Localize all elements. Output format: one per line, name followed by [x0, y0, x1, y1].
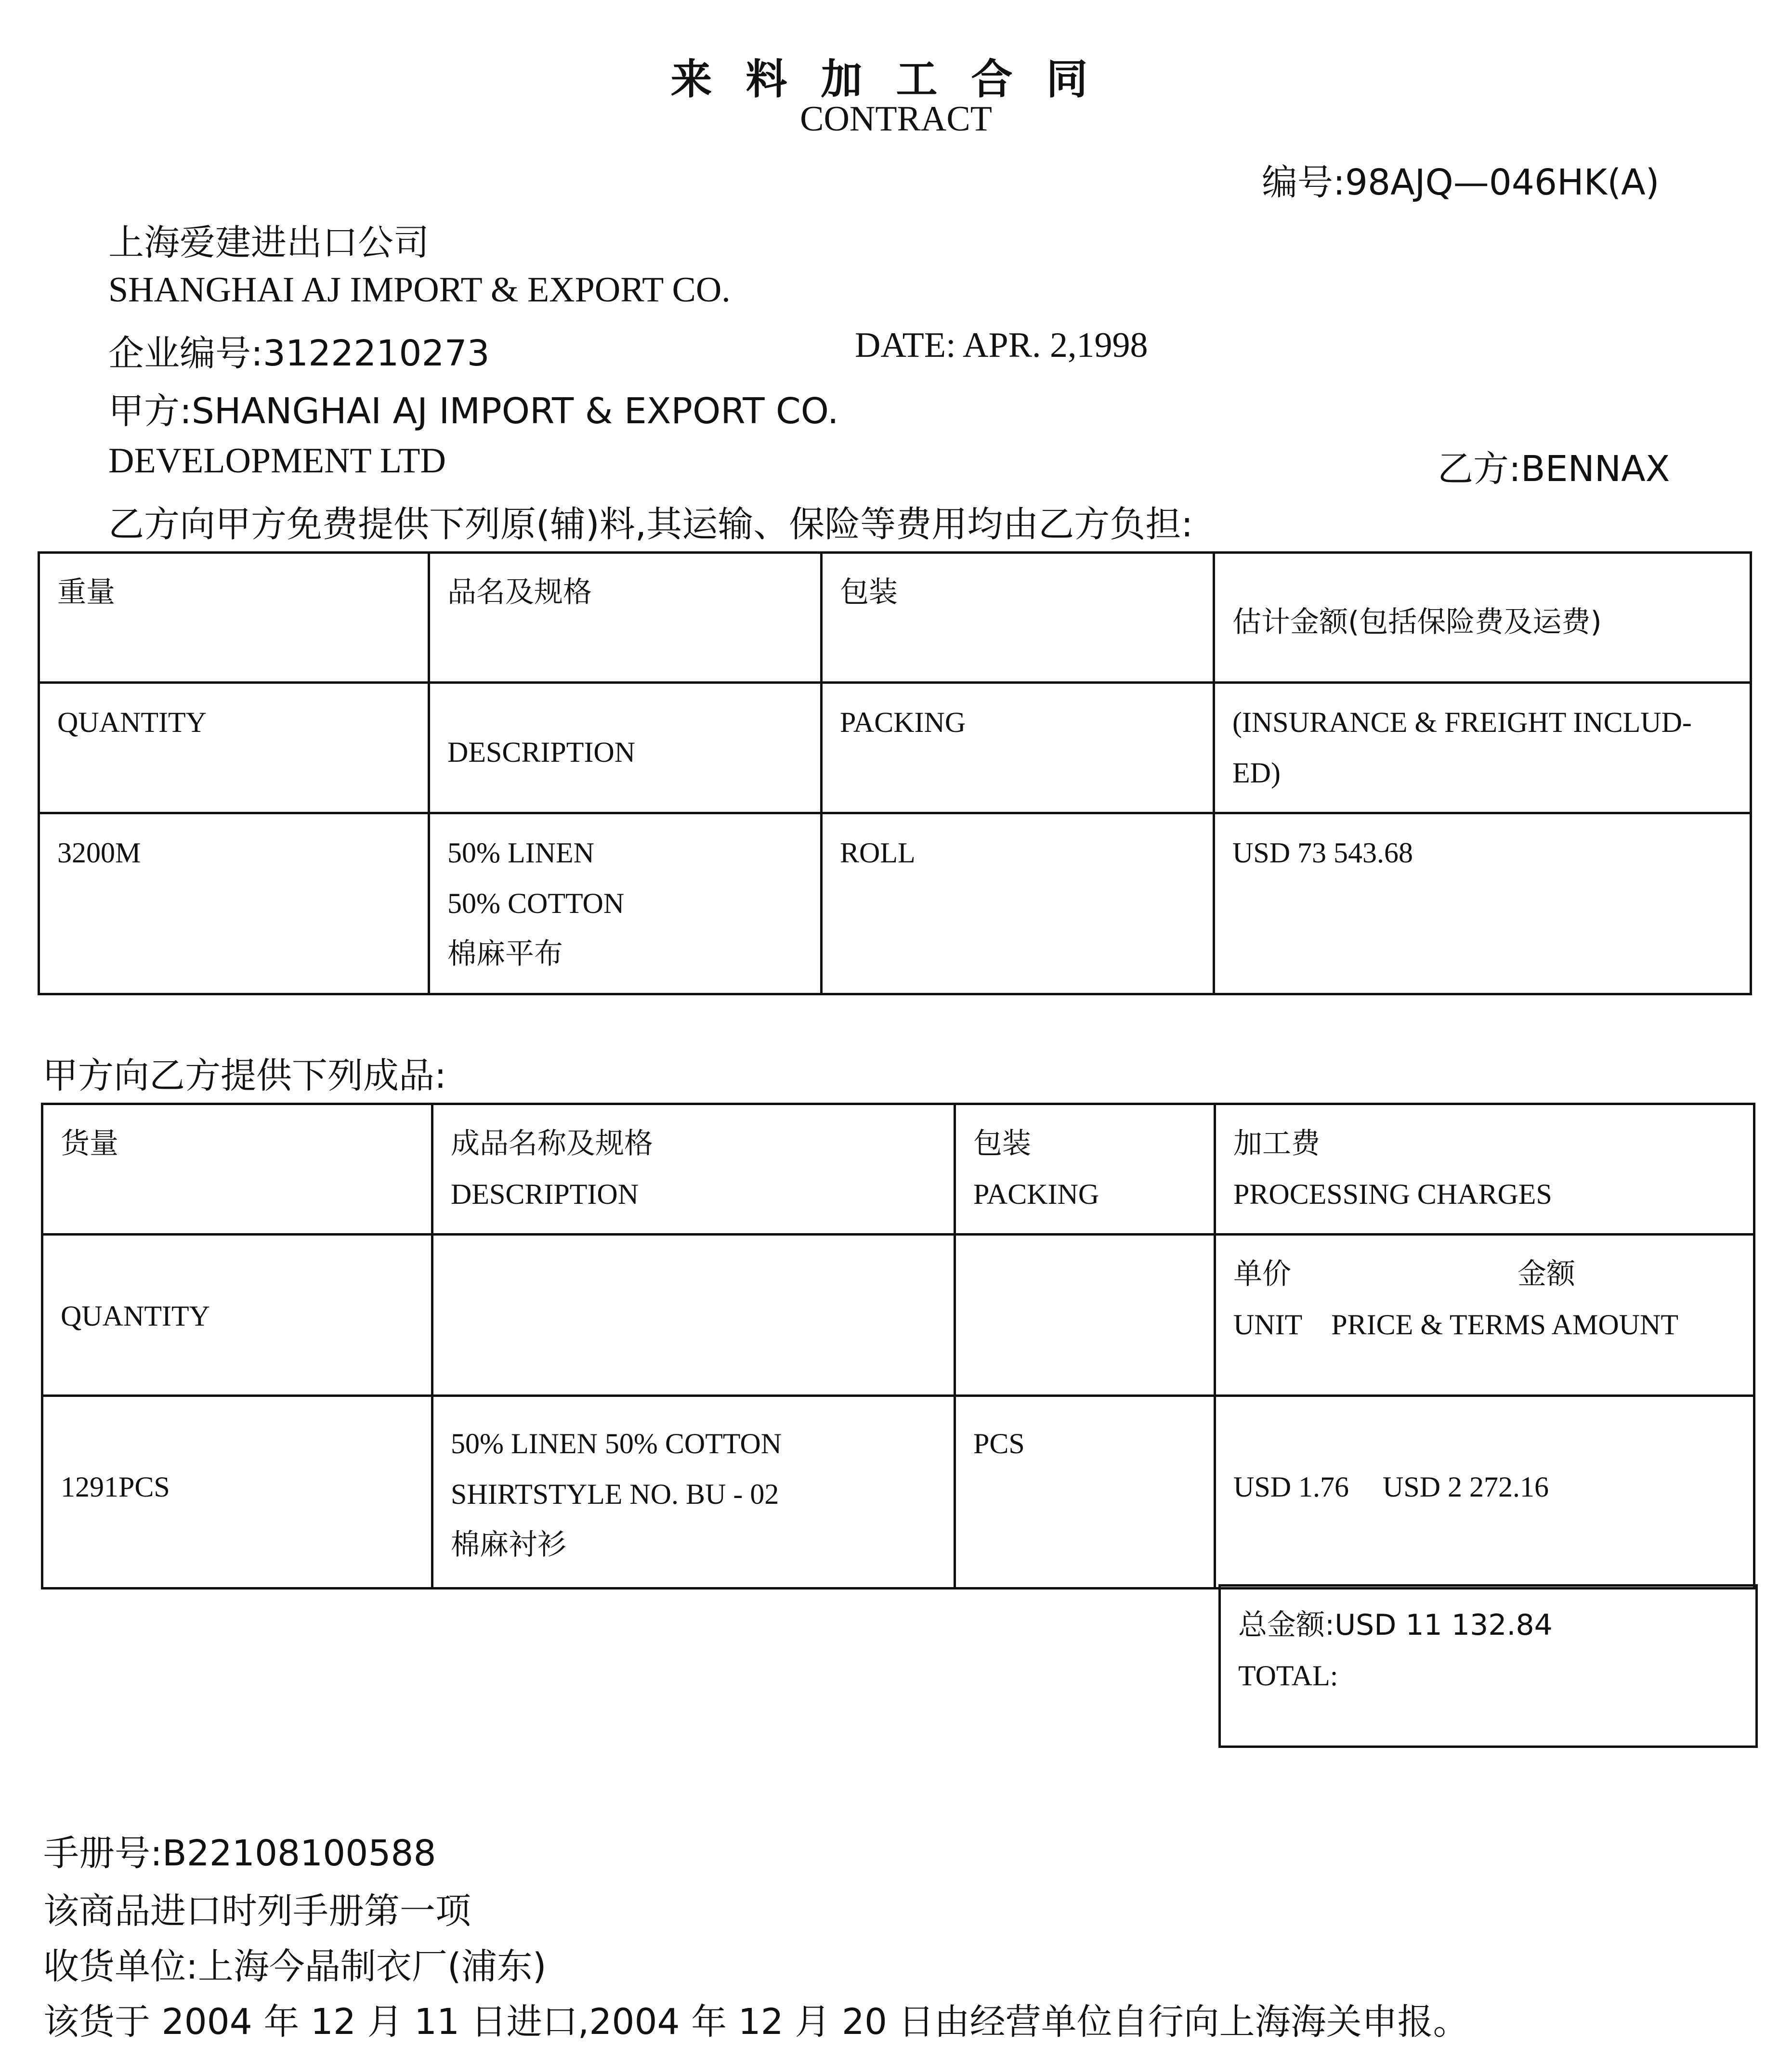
- material-packing: ROLL: [822, 813, 1214, 994]
- product-desc-line-3: 棉麻衬衫: [451, 1528, 566, 1562]
- material-desc-line-1: 50% LINEN: [447, 837, 594, 869]
- materials-intro: 乙方向甲方免费提供下列原(辅)料,其运输、保险等费用均由乙方负担:: [108, 504, 1193, 545]
- materials-table: [38, 551, 1752, 995]
- product-quantity: 1291PCS: [42, 1396, 432, 1589]
- party-b: 乙方:BENNAX: [1438, 448, 1670, 490]
- contract-date: DATE: APR. 2,1998: [855, 326, 1148, 365]
- table-row: [39, 553, 1751, 683]
- contract-number: 编号:98AJQ—046HK(A): [1262, 162, 1660, 203]
- product-desc-line-1: 50% LINEN 50% COTTON: [451, 1428, 782, 1459]
- unit-en: UNIT: [1233, 1309, 1303, 1341]
- header-estimated-amount: 估计金额(包括保险费及运费): [1214, 553, 1751, 683]
- products-intro: 甲方向乙方提供下列成品:: [42, 1055, 446, 1096]
- product-desc-header-cn: 成品名称及规格: [451, 1127, 653, 1160]
- header-weight: 重量: [39, 553, 429, 683]
- header-description-en: DESCRIPTION: [429, 683, 822, 813]
- header-packing-cn: 包装: [822, 553, 1214, 683]
- product-pack-header-cn: 包装: [973, 1127, 1031, 1160]
- material-desc-line-2: 50% COTTON: [447, 887, 625, 919]
- product-desc-header-en: DESCRIPTION: [451, 1178, 639, 1210]
- product-unit-price: USD 1.76: [1233, 1471, 1349, 1503]
- header-product-packing: [955, 1104, 1215, 1235]
- table-row: [42, 1235, 1754, 1396]
- company-name-cn: 上海爱建进出口公司: [108, 222, 429, 263]
- product-pack-header-en: PACKING: [973, 1178, 1099, 1210]
- contract-title-en: CONTRACT: [800, 99, 992, 139]
- manual-item-note: 该商品进口时列手册第一项: [43, 1890, 471, 1932]
- price-terms-amount-en: PRICE & TERMS AMOUNT: [1331, 1309, 1678, 1341]
- charges-header-cn: 加工费: [1233, 1127, 1320, 1160]
- header-packing-en: PACKING: [822, 683, 1214, 813]
- table-row: [42, 1396, 1754, 1589]
- table-row: [39, 683, 1751, 813]
- product-amount: USD 2 272.16: [1383, 1471, 1549, 1503]
- product-desc-line-2: SHIRTSTYLE NO. BU - 02: [451, 1478, 779, 1510]
- product-packing: PCS: [955, 1396, 1215, 1589]
- header-product-description: [432, 1104, 955, 1235]
- total-label-en: TOTAL:: [1238, 1660, 1338, 1692]
- contract-title-cn: 来料加工合同: [670, 55, 1122, 104]
- material-desc-line-3: 棉麻平布: [447, 937, 563, 971]
- header-insurance-freight: [1214, 683, 1751, 813]
- material-amount: USD 73 543.68: [1214, 813, 1751, 994]
- header-unit-amount: [1215, 1235, 1754, 1396]
- amount-cn: 金额: [1517, 1257, 1575, 1291]
- total-amount-cn: 总金额:USD 11 132.84: [1238, 1608, 1553, 1642]
- table-row: [42, 1104, 1754, 1235]
- product-charges: [1215, 1396, 1754, 1589]
- enterprise-number: 企业编号:3122210273: [108, 333, 490, 374]
- company-name-en: SHANGHAI AJ IMPORT & EXPORT CO.: [108, 270, 731, 310]
- empty-cell: [432, 1235, 955, 1396]
- party-a-continued: DEVELOPMENT LTD: [108, 441, 446, 481]
- header-product-quantity-en: QUANTITY: [42, 1235, 432, 1396]
- unit-price-cn: 单价: [1233, 1257, 1291, 1291]
- products-table: [41, 1103, 1755, 1589]
- material-description: [429, 813, 822, 994]
- manual-number: 手册号:B22108100588: [43, 1833, 436, 1874]
- unit-amount-en: [1233, 1300, 1736, 1350]
- table-row: [39, 813, 1751, 994]
- total-amount-box: [1218, 1584, 1758, 1748]
- party-a: 甲方:SHANGHAI AJ IMPORT & EXPORT CO.: [108, 391, 839, 432]
- unit-amount-cn: [1233, 1249, 1736, 1300]
- empty-cell: [955, 1235, 1215, 1396]
- insurance-line-1: (INSURANCE & FREIGHT INCLUD-: [1232, 706, 1692, 738]
- insurance-line-2: ED): [1232, 757, 1281, 789]
- charges-header-en: PROCESSING CHARGES: [1233, 1178, 1552, 1210]
- product-description: [432, 1396, 955, 1589]
- header-processing-charges: [1215, 1104, 1754, 1235]
- header-goods-quantity: 货量: [42, 1104, 432, 1235]
- header-description-cn: 品名及规格: [429, 553, 822, 683]
- import-declaration-note: 该货于 2004 年 12 月 11 日进口,2004 年 12 月 20 日由经营单位自行向上海海关申报。: [43, 2001, 1469, 2043]
- header-quantity: QUANTITY: [39, 683, 429, 813]
- material-quantity: 3200M: [39, 813, 429, 994]
- consignee: 收货单位:上海今晶制衣厂(浦东): [43, 1946, 547, 1987]
